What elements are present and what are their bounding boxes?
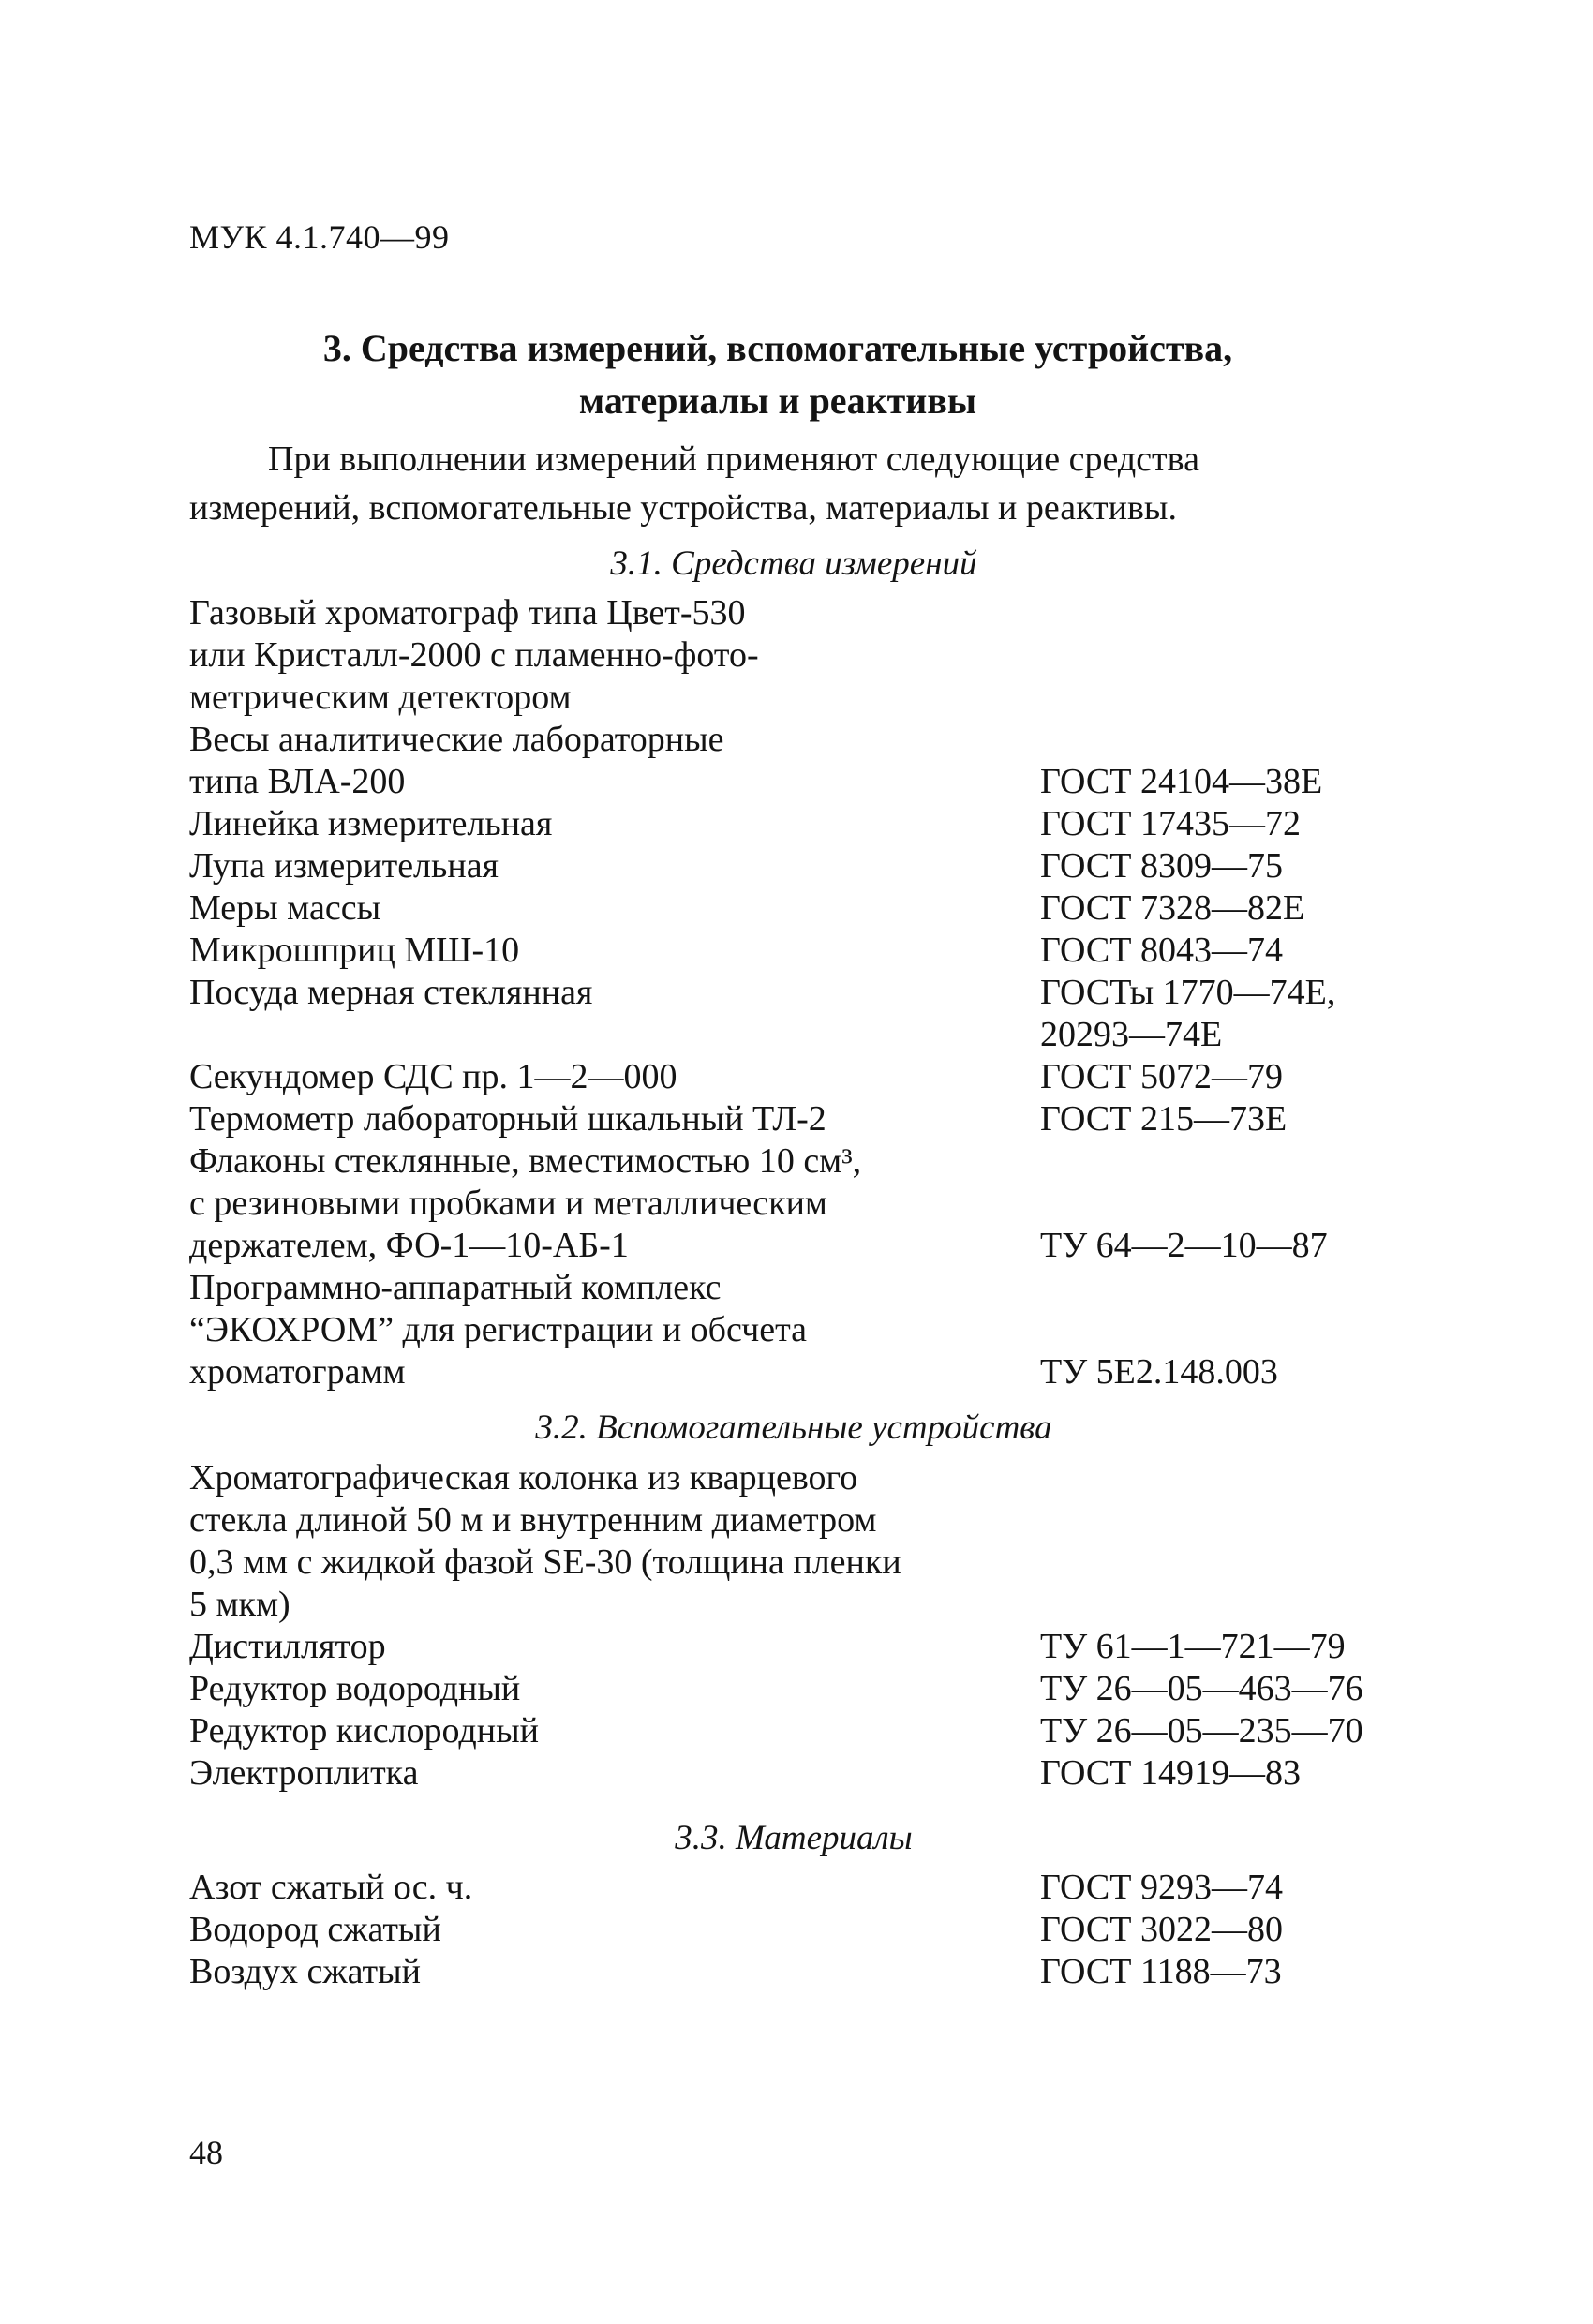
standard-line: ГОСТ 7328—82Е (1040, 888, 1305, 928)
list-item (189, 592, 1417, 719)
standard-line (1040, 1140, 1417, 1183)
intro-paragraph (189, 435, 1398, 532)
item-name-line: Лупа измерительная (189, 846, 499, 886)
item-name-line: Меры массы (189, 888, 381, 928)
list-item (189, 930, 1417, 972)
standard-line: ГОСТ 17435—72 (1040, 804, 1301, 843)
item-name-line: “ЭКОХРОМ” для регистрации и обсчета (189, 1310, 808, 1349)
list-item (189, 1710, 1417, 1752)
item-name (189, 845, 1040, 887)
list-item (189, 1668, 1417, 1710)
item-standard (1040, 1710, 1417, 1752)
item-name-line: Линейка измерительная (189, 804, 553, 843)
item-name-line: Воздух сжатый (189, 1952, 421, 1991)
standard-line (1040, 1267, 1417, 1309)
standard-line: ТУ 26—05—463—76 (1040, 1669, 1363, 1708)
list-item (189, 887, 1417, 930)
item-name (189, 1867, 1040, 1909)
item-name-line: Программно-аппаратный комплекс (189, 1268, 722, 1307)
list-item (189, 1056, 1417, 1098)
item-name (189, 1951, 1040, 1993)
item-name-line: держателем, ФО-1—10-АБ-1 (189, 1226, 629, 1265)
auxiliary-devices-list (189, 1457, 1417, 1795)
materials-list (189, 1867, 1417, 1993)
item-name (189, 1140, 1040, 1267)
list-item (189, 1267, 1417, 1393)
item-name (189, 719, 1040, 803)
item-name (189, 1267, 1040, 1393)
standard-line: ТУ 61—1—721—79 (1040, 1627, 1346, 1666)
list-item (189, 1867, 1417, 1909)
section-title-line-2: материалы и реактивы (578, 380, 977, 422)
item-name-line: Посуда мерная стеклянная (189, 973, 593, 1012)
list-item (189, 1098, 1417, 1140)
section-title-line-1: 3. Средства измерений, вспомогательные устройства, (322, 327, 1233, 369)
item-name-line: Азот сжатый ос. ч. (189, 1868, 473, 1907)
item-name (189, 1668, 1040, 1710)
item-name (189, 1457, 1040, 1626)
item-standard (1040, 1951, 1417, 1993)
item-name-line: Микрошприц МШ-10 (189, 931, 520, 970)
item-name (189, 887, 1040, 930)
list-item (189, 1909, 1417, 1951)
list-item (189, 719, 1417, 803)
item-standard (1040, 803, 1417, 845)
standard-line: 20293—74Е (1040, 1015, 1223, 1054)
item-standard (1040, 1909, 1417, 1951)
item-name-line: стекла длиной 50 м и внутренним диаметром (189, 1500, 877, 1540)
item-name-line: Редуктор водородный (189, 1669, 521, 1708)
item-name-line: Дистиллятор (189, 1627, 386, 1666)
intro-line-1: При выполнении измерений применяют следующие средства (268, 439, 1199, 479)
item-standard (1040, 1056, 1417, 1098)
intro-line-2: измерений, вспомогательные устройства, материалы и реактивы. (189, 488, 1177, 528)
standard-line: ГОСТ 8043—74 (1040, 931, 1283, 970)
item-standard (1040, 719, 1417, 803)
item-name-line: Флаконы стеклянные, вместимостью 10 см³, (189, 1141, 862, 1181)
item-name-line: Секундомер СДС пр. 1—2—000 (189, 1057, 677, 1096)
item-name-line: метрическим детектором (189, 678, 572, 717)
subsection-title-auxiliary: 3.2. Вспомогательные устройства (535, 1408, 1052, 1447)
page-number: 48 (189, 2134, 223, 2171)
standard-line: ГОСТ 1188—73 (1040, 1952, 1282, 1991)
item-standard (1040, 1626, 1417, 1668)
standard-line: ТУ 5Е2.148.003 (1040, 1352, 1278, 1392)
standard-line (1040, 1183, 1417, 1225)
item-standard (1040, 1267, 1417, 1393)
item-name (189, 1056, 1040, 1098)
item-name-line: Газовый хроматограф типа Цвет-530 (189, 593, 746, 633)
list-item (189, 803, 1417, 845)
item-name-line: Электроплитка (189, 1753, 419, 1793)
item-standard (1040, 1140, 1417, 1267)
item-standard (1040, 1098, 1417, 1140)
item-name-line: Хроматографическая колонка из кварцевого (189, 1458, 858, 1497)
item-name-line: типа ВЛА-200 (189, 762, 406, 801)
standard-line: ГОСТ 3022—80 (1040, 1910, 1283, 1949)
list-item (189, 1140, 1417, 1267)
standard-line: ГОСТ 24104—38Е (1040, 762, 1323, 801)
standard-line: ГОСТ 9293—74 (1040, 1868, 1283, 1907)
item-name (189, 1909, 1040, 1951)
item-name (189, 1752, 1040, 1795)
item-name-line: или Кристалл-2000 с пламенно-фото- (189, 635, 759, 675)
item-name-line: Редуктор кислородный (189, 1711, 539, 1750)
item-standard (1040, 1668, 1417, 1710)
standard-line: ТУ 26—05—235—70 (1040, 1711, 1363, 1750)
item-standard (1040, 930, 1417, 972)
standard-line: ГОСТ 215—73Е (1040, 1099, 1288, 1139)
item-name-line: Термометр лабораторный шкальный ТЛ-2 (189, 1099, 826, 1139)
standard-line (1040, 719, 1417, 761)
item-standard (1040, 1752, 1417, 1795)
item-standard (1040, 845, 1417, 887)
list-item (189, 1626, 1417, 1668)
item-name-line: хроматограмм (189, 1352, 406, 1392)
item-standard (1040, 972, 1417, 1056)
standard-line: ГОСТ 5072—79 (1040, 1057, 1283, 1096)
section-title (169, 322, 1387, 427)
item-name (189, 972, 1040, 1014)
item-name-line: 5 мкм) (189, 1585, 290, 1624)
item-name (189, 592, 1040, 719)
standard-line: ГОСТ 8309—75 (1040, 846, 1283, 886)
item-name (189, 1710, 1040, 1752)
list-item (189, 1951, 1417, 1993)
standard-line: ГОСТы 1770—74Е, (1040, 973, 1336, 1012)
item-name (189, 1626, 1040, 1668)
list-item (189, 972, 1417, 1056)
subsection-title-measurement: 3.1. Средства измерений (610, 544, 977, 583)
list-item (189, 1457, 1417, 1626)
document-code: МУК 4.1.740—99 (189, 218, 450, 256)
list-item (189, 1752, 1417, 1795)
standard-line: ТУ 64—2—10—87 (1040, 1226, 1328, 1265)
list-item (189, 845, 1417, 887)
item-name-line: Весы аналитические лабораторные (189, 720, 724, 759)
item-name (189, 1098, 1040, 1140)
item-standard (1040, 1867, 1417, 1909)
item-name (189, 803, 1040, 845)
item-name-line: Водород сжатый (189, 1910, 441, 1949)
measurement-instruments-list (189, 592, 1417, 1393)
standard-line: ГОСТ 14919—83 (1040, 1753, 1301, 1793)
item-name (189, 930, 1040, 972)
standard-line (1040, 1309, 1417, 1351)
item-name-line: 0,3 мм с жидкой фазой SE-30 (толщина пленки (189, 1542, 901, 1582)
item-name-line: с резиновыми пробками и металлическим (189, 1184, 827, 1223)
subsection-title-materials: 3.3. Материалы (675, 1819, 913, 1857)
item-standard (1040, 887, 1417, 930)
